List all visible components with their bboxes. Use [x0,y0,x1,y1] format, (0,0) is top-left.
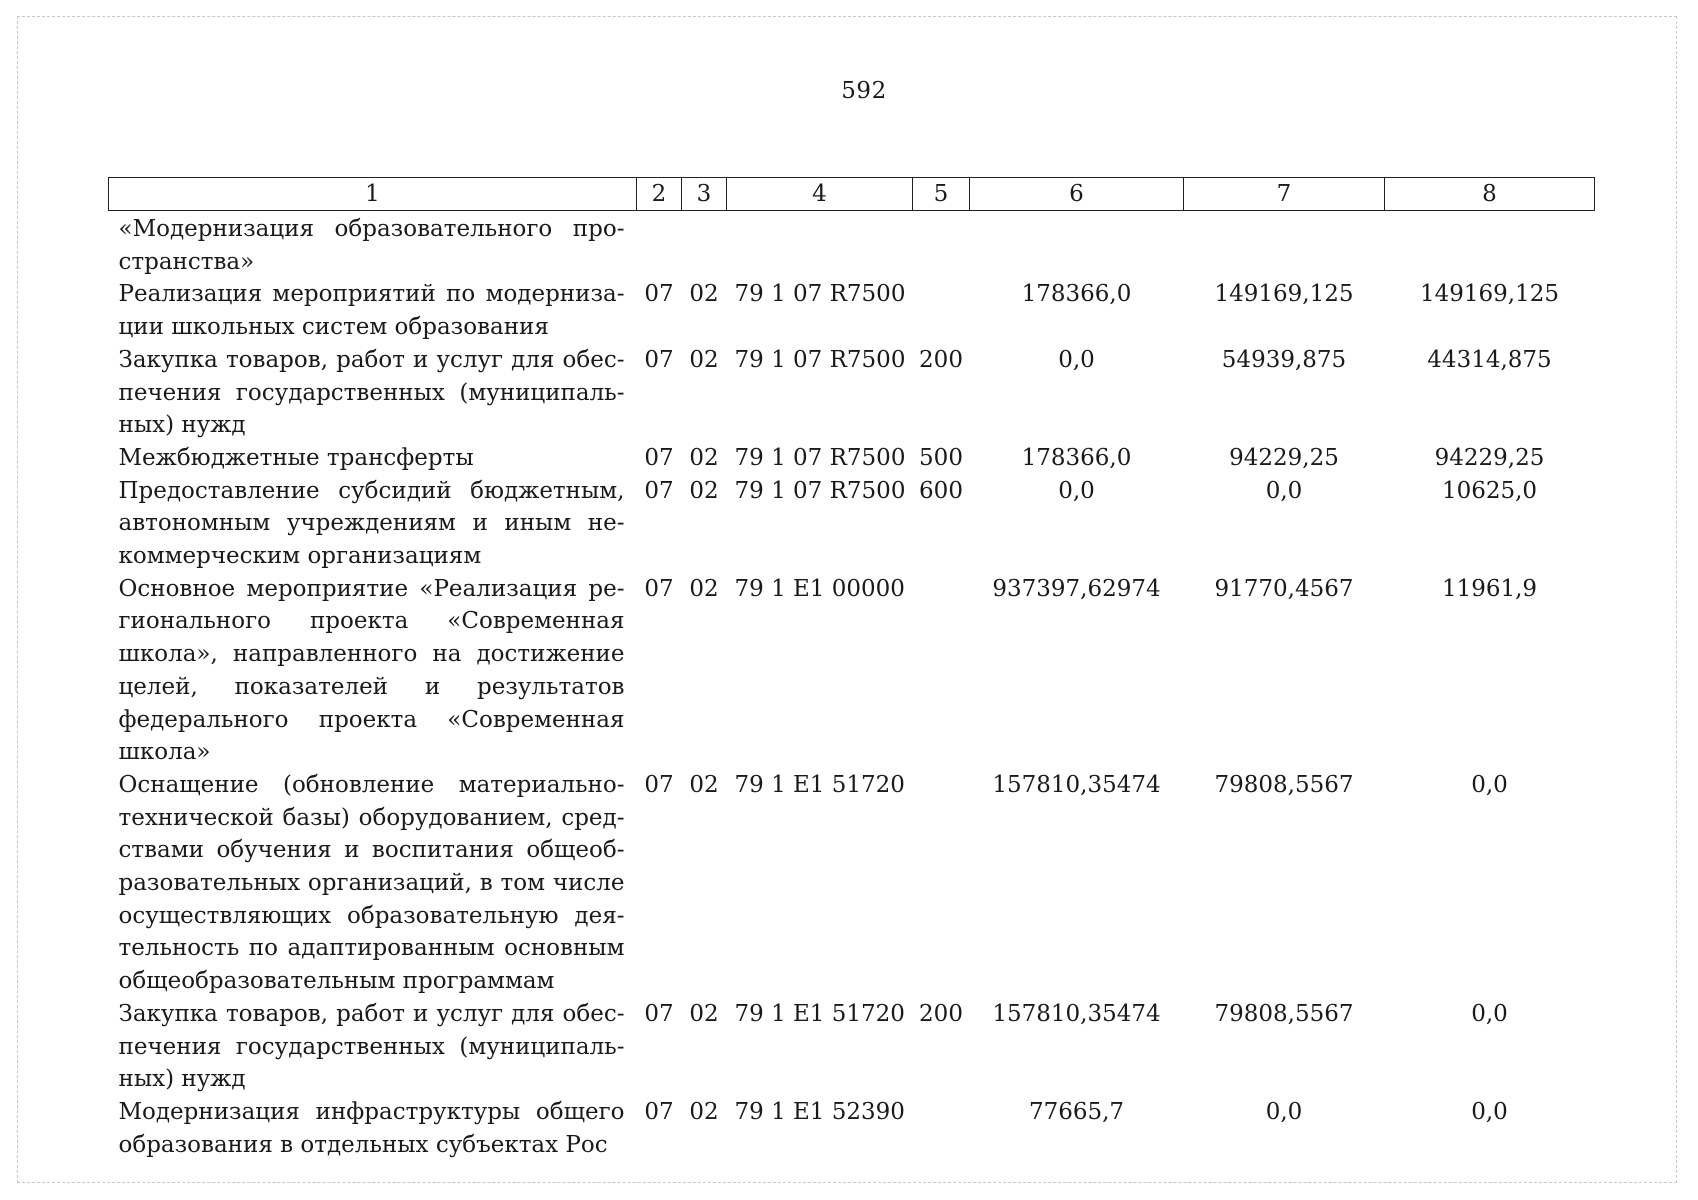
row-value-6: 0,0 [1058,477,1095,504]
row-value-8: 149169,125 [1419,281,1559,308]
row-rz: 07 [644,477,674,504]
row-name: Межбюджетные трансферты [118,444,474,471]
row-rz: 07 [644,1000,674,1027]
row-name: Закупка товаров, работ и услуг для обеспечения государственных (муниципальных) нужд [118,346,625,439]
header-row [109,178,1595,211]
row-name: Модернизация инфраструктуры общего образования в отдельных субъектах Рос [118,1098,625,1158]
row-pr [682,211,727,279]
header-cell-3: 3 [682,178,727,211]
row-name: Оснащение (обновление материально-технической базы) оборудованием, средствами обучения и воспитания общеобразовательных организаций, в том числе осуществляющих образовательную деятельность по адаптированным основным общеобразовательным программам [118,771,625,995]
row-csr: 79 1 E1 52390 [734,1098,905,1125]
row-pr: 02 [689,1000,719,1027]
header-cell-7: 7 [1184,178,1385,211]
row-value-8: 0,0 [1471,771,1508,798]
table-row [109,442,1595,475]
header-cell-4: 4 [727,178,913,211]
row-value-7: 0,0 [1265,1098,1303,1125]
budget-table [108,177,1595,1161]
row-vr [913,1096,970,1161]
row-pr: 02 [689,477,719,504]
row-value-6: 0,0 [1058,346,1095,373]
row-name: Закупка товаров, работ и услуг для обеспечения государственных (муниципальных) нужд [118,1000,625,1093]
header-cell-6: 6 [970,178,1184,211]
row-csr [727,211,913,279]
header-cell-8: 8 [1385,178,1595,211]
row-value-7: 79808,5567 [1214,771,1354,798]
row-csr: 79 1 E1 51720 [734,1000,905,1027]
row-value-8 [1385,211,1595,279]
row-vr [913,211,970,279]
header-cell-1: 1 [109,178,637,211]
row-csr: 79 1 07 R7500 [734,281,906,308]
row-vr [913,573,970,769]
row-vr: 600 [919,477,963,504]
row-rz: 07 [644,575,674,602]
header-cell-5: 5 [913,178,970,211]
table-row [109,998,1595,1096]
table-header [109,178,1595,211]
row-vr: 200 [919,346,963,373]
row-csr: 79 1 E1 51720 [734,771,905,798]
row-name: Предоставление субсидий бюджетным, автономным учреждениям и иным некоммерческим организациям [118,477,625,570]
row-rz: 07 [644,444,674,471]
row-value-7 [1184,211,1385,279]
row-value-6: 937397,62974 [992,575,1161,602]
table-row [109,1096,1595,1161]
row-name: «Модернизация образовательного пространства» [118,216,625,275]
row-rz: 07 [644,281,674,308]
row-value-6: 77665,7 [1028,1098,1125,1125]
row-value-8: 10625,0 [1441,477,1538,504]
row-rz: 07 [644,346,674,373]
row-name: Основное мероприятие «Реализация регионального проекта «Современная школа», направленного на достижение целей, показателей и результатов федерального проекта «Современная школа» [118,575,625,766]
row-value-8: 94229,25 [1434,444,1545,471]
row-name: Реализация мероприятий по модернизации школьных систем образования [118,281,625,341]
table-row [109,344,1595,442]
row-vr: 500 [919,444,963,471]
row-value-8: 0,0 [1471,1098,1508,1125]
header-cell-2: 2 [637,178,682,211]
row-pr: 02 [689,575,719,602]
row-value-7: 0,0 [1265,477,1303,504]
row-value-7: 54939,875 [1221,346,1347,373]
row-pr: 02 [689,1098,719,1125]
row-pr: 02 [689,346,719,373]
row-value-8: 44314,875 [1427,346,1552,373]
row-pr: 02 [689,444,719,471]
row-value-6 [970,211,1184,279]
row-value-6: 157810,35474 [992,771,1161,798]
row-pr: 02 [689,281,719,308]
row-value-6: 178366,0 [1021,281,1132,308]
row-csr: 79 1 07 R7500 [734,444,906,471]
row-value-7: 91770,4567 [1214,575,1354,602]
row-rz: 07 [644,1098,674,1125]
row-value-8: 0,0 [1471,1000,1508,1027]
row-value-6: 178366,0 [1021,444,1132,471]
row-value-6: 157810,35474 [992,1000,1161,1027]
row-vr [913,769,970,998]
row-value-8: 11961,9 [1441,575,1538,602]
table-row [109,573,1595,769]
table-row [109,769,1595,998]
table-body [109,211,1595,1162]
row-value-7: 79808,5567 [1214,1000,1354,1027]
table-row [109,475,1595,573]
row-csr: 79 1 E1 00000 [734,575,905,602]
table-row [109,211,1595,279]
table-row [109,278,1595,343]
row-csr: 79 1 07 R7500 [734,346,906,373]
row-vr: 200 [919,1000,963,1027]
row-rz [637,211,682,279]
row-vr [913,278,970,343]
row-csr: 79 1 07 R7500 [734,477,906,504]
row-value-7: 94229,25 [1229,444,1339,471]
row-pr: 02 [689,771,719,798]
page-number: 592 [841,78,887,104]
row-value-7: 149169,125 [1214,281,1354,308]
row-rz: 07 [644,771,674,798]
